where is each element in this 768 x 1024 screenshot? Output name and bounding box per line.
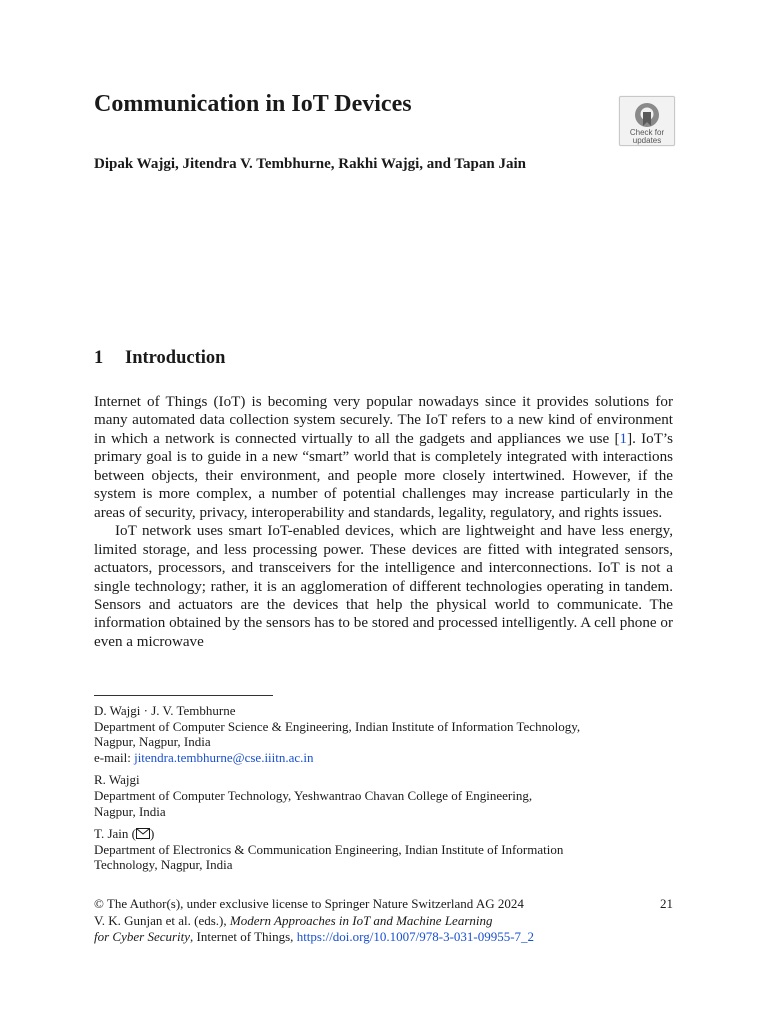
page-number: 21	[660, 896, 673, 911]
section-number: 1	[94, 348, 104, 368]
affiliations	[94, 703, 673, 880]
citation-line-2	[94, 929, 673, 946]
affiliation-names: R. Wajgi	[94, 772, 140, 788]
doi-link[interactable]: https://doi.org/10.1007/978-3-031-09955-7_2	[296, 929, 535, 944]
citation-link-1[interactable]: 1	[619, 430, 628, 447]
affiliation-names: D. Wajgi · J. V. Tembhurne	[94, 703, 236, 718]
copyright-line: © The Author(s), under exclusive license to Springer Nature Switzerland AG 2024	[94, 896, 524, 911]
citation-line-1	[94, 913, 673, 930]
paragraph-1-text-a: Internet of Things (IoT) is becoming very popular nowadays since it provides solutions for many automated data collection system securely. The IoT refers to a new kind of environment in which a network is connected virtually to all the gadgets and appliances we use [	[94, 394, 673, 447]
affiliation-3	[94, 826, 673, 873]
affiliation-email-line	[94, 750, 673, 766]
check-for-updates-badge[interactable]	[619, 96, 675, 146]
affiliation-location: Technology, Nagpur, India	[94, 857, 233, 873]
series: , Internet of Things,	[190, 929, 297, 944]
affiliation-dept: Department of Computer Technology, Yeshwantrao Chavan College of Engineering,	[94, 787, 533, 803]
affiliation-location: Nagpur, Nagpur, India	[94, 734, 211, 750]
section-heading	[94, 346, 225, 370]
affiliation-names: T. Jain (	[94, 826, 136, 842]
page-footer	[94, 896, 673, 946]
editors: V. K. Gunjan et al. (eds.),	[94, 912, 230, 928]
affiliation-2	[94, 772, 673, 819]
paragraph-1-text-b: ]. IoT’s primary goal is to guide in a new “smart” world that is completely integrated with interactions between objects, their environment, and people more closely intertwined. However, if the system is more complex, a number of potential challenges may increase particularly in the areas of security, privacy, interoperability and standards, legality, regulatory, and rights issues.	[94, 430, 674, 521]
book-title-part-1: Modern Approaches in IoT and Machine Learning	[229, 912, 493, 928]
body-text	[94, 393, 673, 651]
affiliation-dept: Department of Electronics & Communication Engineering, Indian Institute of Information	[94, 841, 564, 857]
affiliation-location: Nagpur, India	[94, 803, 166, 819]
check-for-updates-label-1: Check for	[629, 128, 665, 137]
check-for-updates-icon	[633, 101, 661, 129]
affiliation-dept: Department of Computer Science & Engineering, Indian Institute of Information Technology,	[94, 718, 581, 734]
email-link[interactable]: jitendra.tembhurne@cse.iiitn.ac.in	[134, 749, 314, 765]
envelope-icon[interactable]	[136, 828, 150, 839]
check-for-updates-label-2: updates	[632, 136, 662, 145]
paragraph-2: IoT network uses smart IoT-enabled devices, which are lightweight and have less energy, limited storage, and less processing power. These devices are fitted with integrated sensors, actuators, processors, and transceivers for the intelligence and interconnections. IoT is not a single technology; rather, it is an agglomeration of different technologies operating in tandem. Sensors and actuators are the devices that help the physical world to communicate. The information obtained by the sensors has to be stored and processed intelligently. A cell phone or even a microwave	[94, 523, 673, 650]
paragraph-1	[94, 393, 673, 522]
footnote-divider	[94, 695, 273, 696]
chapter-title: Communication in IoT Devices	[94, 91, 412, 117]
affiliation-names-end: )	[150, 826, 155, 842]
affiliation-1	[94, 703, 673, 765]
book-title-part-2: for Cyber Security	[94, 929, 191, 944]
author-list: Dipak Wajgi, Jitendra V. Tembhurne, Rakhi Wajgi, and Tapan Jain	[94, 156, 526, 172]
affiliation-names-line	[94, 826, 673, 842]
email-label: e-mail:	[94, 749, 135, 765]
section-title: Introduction	[125, 348, 226, 368]
